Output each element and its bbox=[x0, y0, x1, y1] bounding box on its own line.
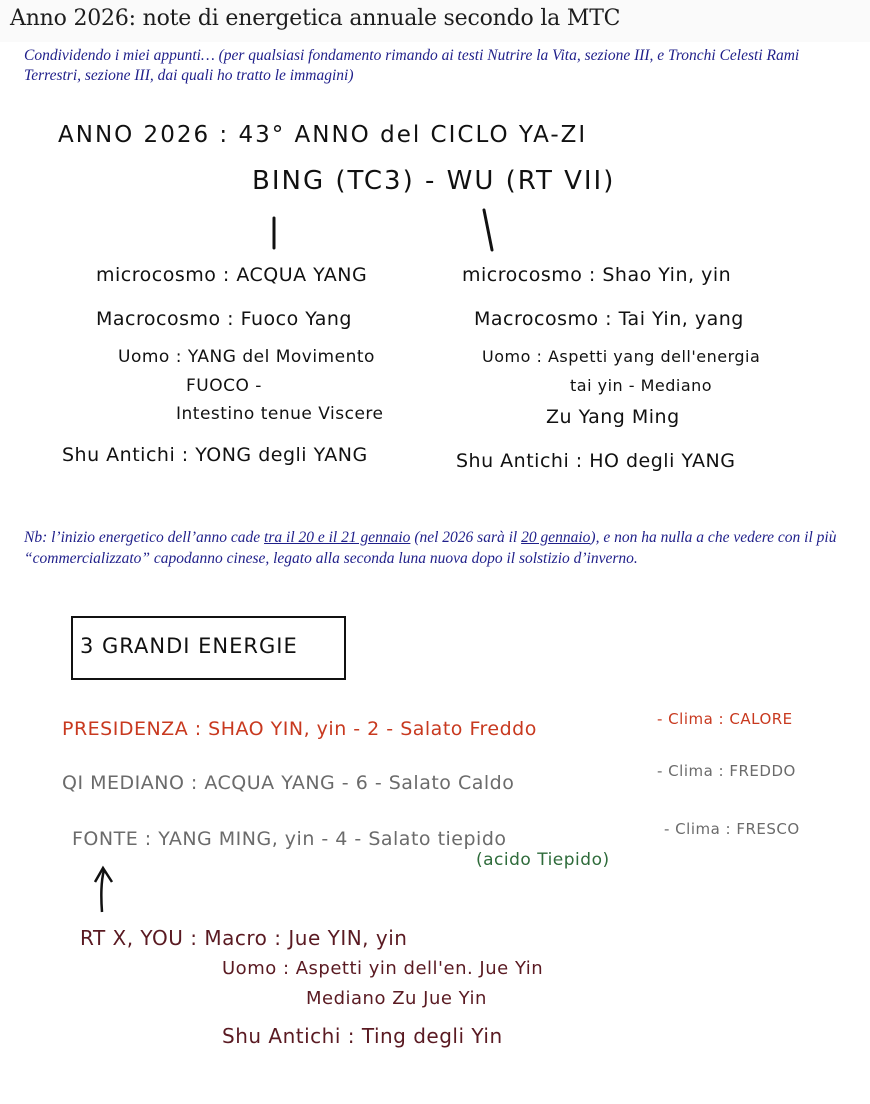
hw-acido: (acido Tiepido) bbox=[476, 850, 610, 870]
hw-heading: ANNO 2026 : 43° ANNO del CICLO YA-ZI bbox=[58, 122, 588, 148]
note-text bbox=[24, 527, 854, 569]
hw-left-micro: microcosmo : ACQUA YANG bbox=[96, 264, 368, 286]
hw-rt-line4: Shu Antichi : Ting degli Yin bbox=[222, 1024, 503, 1048]
hw-box-label: 3 GRANDI ENERGIE bbox=[80, 634, 298, 658]
note-after: ), e non ha nulla a che vedere con il più “commercializzato” capodanno cinese, legato alla seconda luna nuova dopo il solstizio d’inverno. bbox=[24, 529, 837, 567]
hw-left-uomo1: Uomo : YANG del Movimento bbox=[118, 347, 375, 367]
hw-energy-1: PRESIDENZA : SHAO YIN, yin - 2 - Salato Freddo bbox=[62, 718, 537, 740]
hw-right-uomo1: Uomo : Aspetti yang dell'energia bbox=[482, 347, 761, 366]
note-link-1: tra il 20 e il 21 gennaio bbox=[264, 529, 411, 546]
hw-right-shu: Shu Antichi : HO degli YANG bbox=[456, 450, 736, 472]
hw-rt-line1: RT X, YOU : Macro : Jue YIN, yin bbox=[80, 926, 408, 950]
note-link-2: 20 gennaio bbox=[521, 529, 591, 546]
note-middle: (nel 2026 sarà il bbox=[410, 529, 522, 546]
note-before: Nb: l’inizio energetico dell’anno cade bbox=[24, 529, 265, 546]
intro-text: Condividendo i miei appunti… (per qualsiasi fondamento rimando ai testi Nutrire la Vita, sezione III, e Tronchi Celesti Rami Terrestri, sezione III, dai quali ho tratto le immagini) bbox=[24, 47, 800, 84]
hw-energy-3: FONTE : YANG MING, yin - 4 - Salato tiepido bbox=[72, 828, 507, 850]
hw-energy-2-clima: - Clima : FREDDO bbox=[657, 762, 796, 780]
hw-right-uomo3: Zu Yang Ming bbox=[546, 406, 680, 428]
hw-bing-wu: BING (TC3) - WU (RT VII) bbox=[252, 166, 616, 196]
hw-right-macro: Macrocosmo : Tai Yin, yang bbox=[474, 308, 744, 330]
hw-energy-1-clima: - Clima : CALORE bbox=[657, 710, 793, 728]
hw-energy-3-clima: - Clima : FRESCO bbox=[664, 820, 800, 838]
hw-energy-2: QI MEDIANO : ACQUA YANG - 6 - Salato Caldo bbox=[62, 772, 515, 794]
page-title: Anno 2026: note di energetica annuale secondo la MTC bbox=[10, 6, 621, 31]
hw-left-macro: Macrocosmo : Fuoco Yang bbox=[96, 308, 352, 330]
hw-rt-line3: Mediano Zu Jue Yin bbox=[306, 988, 487, 1009]
hw-right-uomo2: tai yin - Mediano bbox=[570, 376, 713, 395]
hw-left-uomo3: Intestino tenue Viscere bbox=[176, 404, 384, 424]
hw-right-micro: microcosmo : Shao Yin, yin bbox=[462, 264, 732, 286]
hw-left-uomo2: FUOCO - bbox=[186, 376, 262, 396]
hw-left-shu: Shu Antichi : YONG degli YANG bbox=[62, 444, 368, 466]
hw-rt-line2: Uomo : Aspetti yin dell'en. Jue Yin bbox=[222, 958, 544, 979]
